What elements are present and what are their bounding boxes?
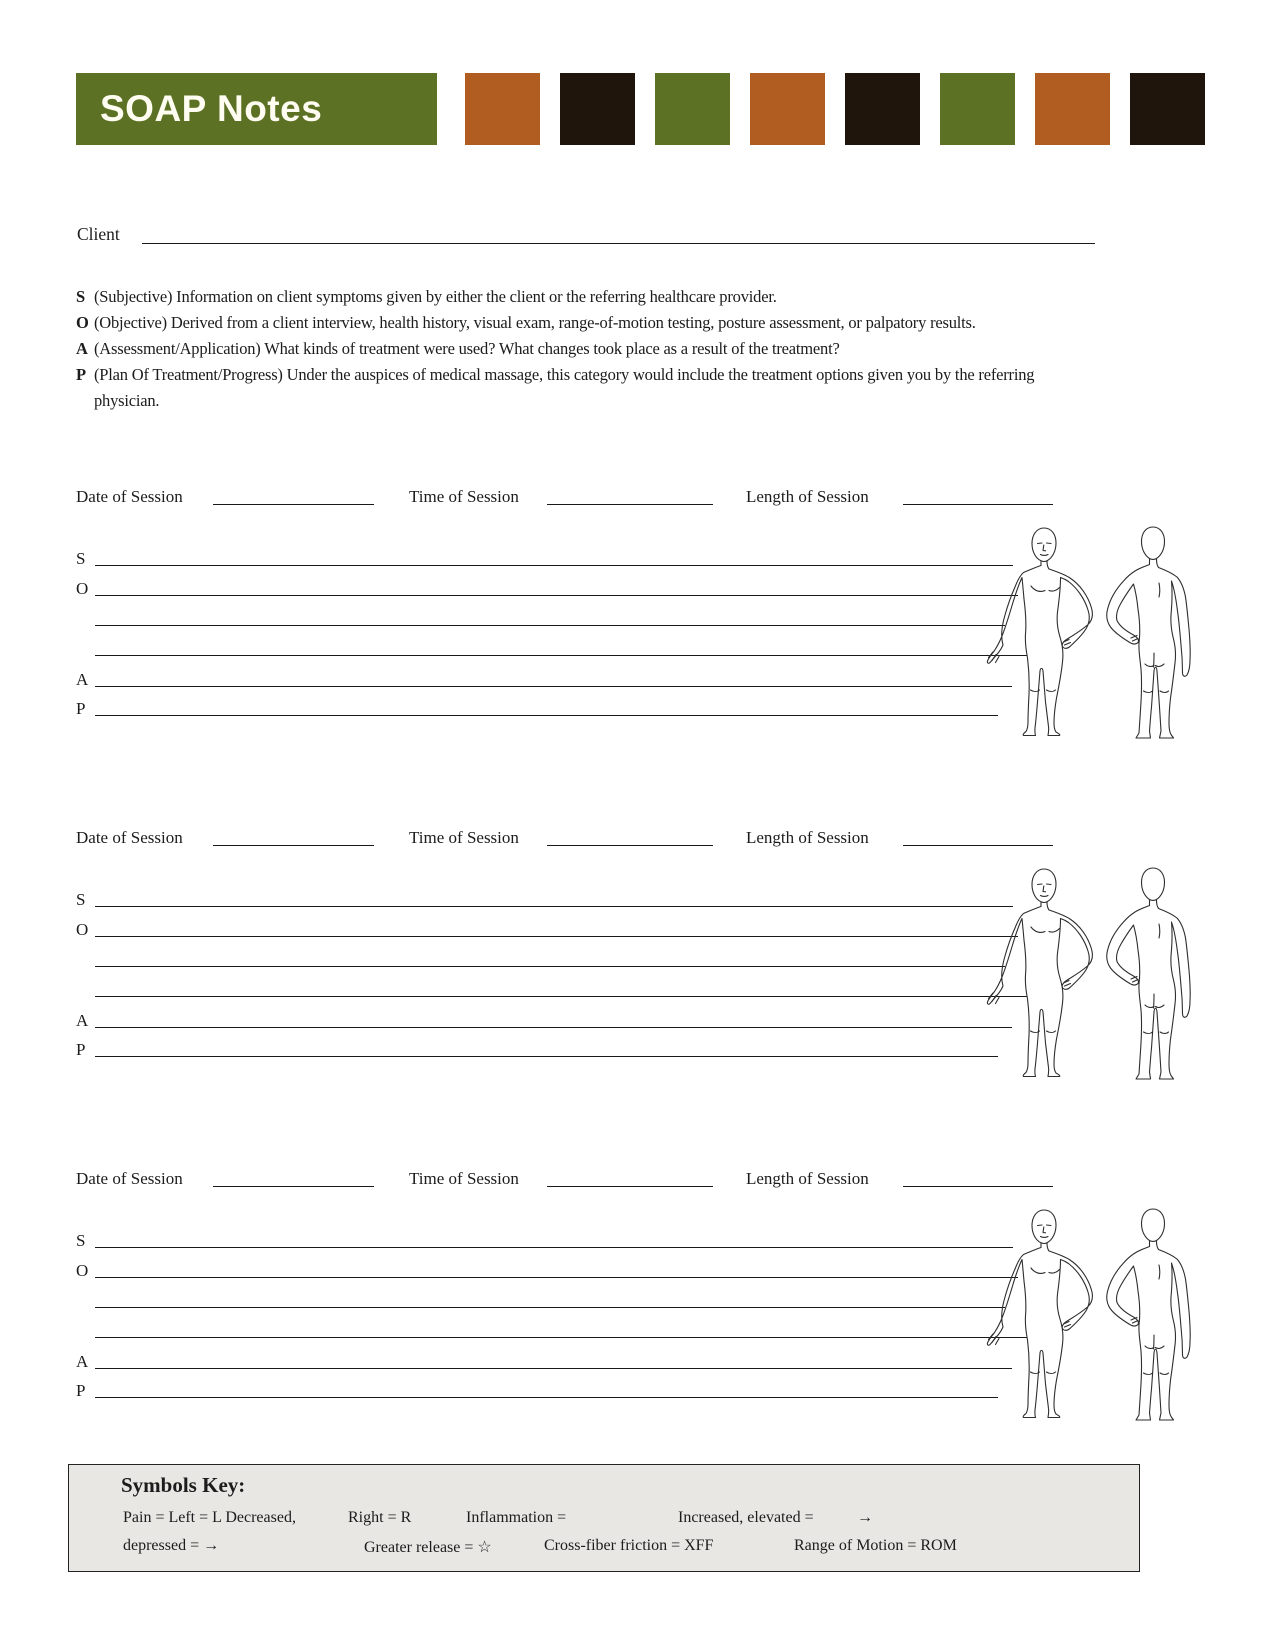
key-item-greater-release: Greater release = ☆	[364, 1539, 492, 1556]
a-label: A	[76, 670, 89, 689]
length-of-session-line[interactable]	[903, 1170, 1053, 1187]
legend-text-o: (Objective) Derived from a client interview, health history, visual exam, range-of-motion testing, posture assessment, or palpatory results.	[94, 313, 976, 332]
plan-line[interactable]	[95, 714, 998, 716]
human-figure-front	[985, 1208, 1098, 1418]
key-item-pain: Pain = Left = L Decreased,	[123, 1509, 296, 1526]
p-label: P	[76, 1381, 86, 1400]
objective-line[interactable]	[95, 594, 1018, 596]
plan-line[interactable]	[95, 1396, 998, 1398]
legend-item-subjective	[76, 284, 1076, 310]
assessment-line[interactable]	[95, 685, 1012, 687]
decorative-square	[940, 73, 1015, 145]
title-banner	[76, 73, 437, 145]
session-block-2	[0, 821, 1275, 1121]
key-item-right: Right = R	[348, 1509, 412, 1526]
decorative-square	[465, 73, 540, 145]
continuation-line[interactable]	[95, 995, 1027, 997]
time-of-session-label: Time of Session	[409, 487, 519, 506]
time-of-session-line[interactable]	[547, 829, 713, 846]
p-label: P	[76, 699, 86, 718]
continuation-line[interactable]	[95, 965, 1005, 967]
key-item-cross-fiber: Cross-fiber friction = XFF	[544, 1537, 714, 1554]
date-of-session-label: Date of Session	[76, 828, 183, 847]
s-label: S	[76, 890, 86, 909]
length-of-session-line[interactable]	[903, 829, 1053, 846]
objective-line[interactable]	[95, 1276, 1018, 1278]
key-item-depressed: depressed = →	[123, 1537, 220, 1554]
legend-item-plan	[76, 362, 1076, 414]
symbols-key-title: Symbols Key:	[121, 1473, 246, 1497]
time-of-session-line[interactable]	[547, 488, 713, 505]
symbols-key	[68, 1464, 1140, 1572]
time-of-session-line[interactable]	[547, 1170, 713, 1187]
date-of-session-label: Date of Session	[76, 1169, 183, 1188]
legend-letter-o: O	[76, 313, 89, 332]
o-label: O	[76, 920, 89, 939]
p-label: P	[76, 1040, 86, 1059]
client-label: Client	[77, 224, 120, 244]
time-of-session-label: Time of Session	[409, 828, 519, 847]
human-figure-back	[1101, 525, 1196, 740]
s-label: S	[76, 549, 86, 568]
legend-letter-a: A	[76, 339, 88, 358]
plan-line[interactable]	[95, 1055, 998, 1057]
length-of-session-line[interactable]	[903, 488, 1053, 505]
legend-item-objective	[76, 310, 1076, 336]
human-figure-back	[1101, 1207, 1196, 1422]
decorative-square	[750, 73, 825, 145]
date-of-session-line[interactable]	[213, 1170, 374, 1187]
arrow-right-icon: →	[857, 1509, 873, 1526]
s-label: S	[76, 1231, 86, 1250]
length-of-session-label: Length of Session	[746, 487, 869, 506]
key-item-inflammation: Inflammation =	[466, 1509, 567, 1526]
decorative-square	[560, 73, 635, 145]
o-label: O	[76, 579, 89, 598]
decorative-square	[655, 73, 730, 145]
continuation-line[interactable]	[95, 654, 1027, 656]
a-label: A	[76, 1011, 89, 1030]
date-of-session-line[interactable]	[213, 488, 374, 505]
decorative-square	[845, 73, 920, 145]
session-block-1	[0, 480, 1275, 780]
legend-item-assessment	[76, 336, 1076, 362]
decorative-square	[1130, 73, 1205, 145]
length-of-session-label: Length of Session	[746, 828, 869, 847]
continuation-line[interactable]	[95, 1306, 1005, 1308]
continuation-line[interactable]	[95, 1336, 1027, 1338]
client-input-line[interactable]	[142, 227, 1095, 244]
subjective-line[interactable]	[95, 905, 1013, 907]
assessment-line[interactable]	[95, 1026, 1012, 1028]
length-of-session-label: Length of Session	[746, 1169, 869, 1188]
a-label: A	[76, 1352, 89, 1371]
subjective-line[interactable]	[95, 1246, 1013, 1248]
key-item-range-of-motion: Range of Motion = ROM	[794, 1537, 957, 1554]
human-figure-front	[985, 867, 1098, 1077]
human-figure-back	[1101, 866, 1196, 1081]
legend-text-a: (Assessment/Application) What kinds of treatment were used? What changes took place as a result of the treatment?	[94, 339, 840, 358]
o-label: O	[76, 1261, 89, 1280]
assessment-line[interactable]	[95, 1367, 1012, 1369]
decorative-square	[1035, 73, 1110, 145]
date-of-session-line[interactable]	[213, 829, 374, 846]
soap-legend	[76, 284, 1076, 414]
human-figure-front	[985, 526, 1098, 736]
date-of-session-label: Date of Session	[76, 487, 183, 506]
page-title: SOAP Notes	[100, 88, 323, 129]
legend-text-p: (Plan Of Treatment/Progress) Under the auspices of medical massage, this category would include the treatment options given you by the referring physician.	[94, 365, 1035, 410]
session-block-3	[0, 1162, 1275, 1462]
continuation-line[interactable]	[95, 624, 1005, 626]
objective-line[interactable]	[95, 935, 1018, 937]
legend-letter-s: S	[76, 287, 85, 306]
time-of-session-label: Time of Session	[409, 1169, 519, 1188]
subjective-line[interactable]	[95, 564, 1013, 566]
legend-letter-p: P	[76, 365, 86, 384]
legend-text-s: (Subjective) Information on client symptoms given by either the client or the referring healthcare provider.	[94, 287, 777, 306]
key-item-increased: Increased, elevated =	[678, 1509, 814, 1526]
